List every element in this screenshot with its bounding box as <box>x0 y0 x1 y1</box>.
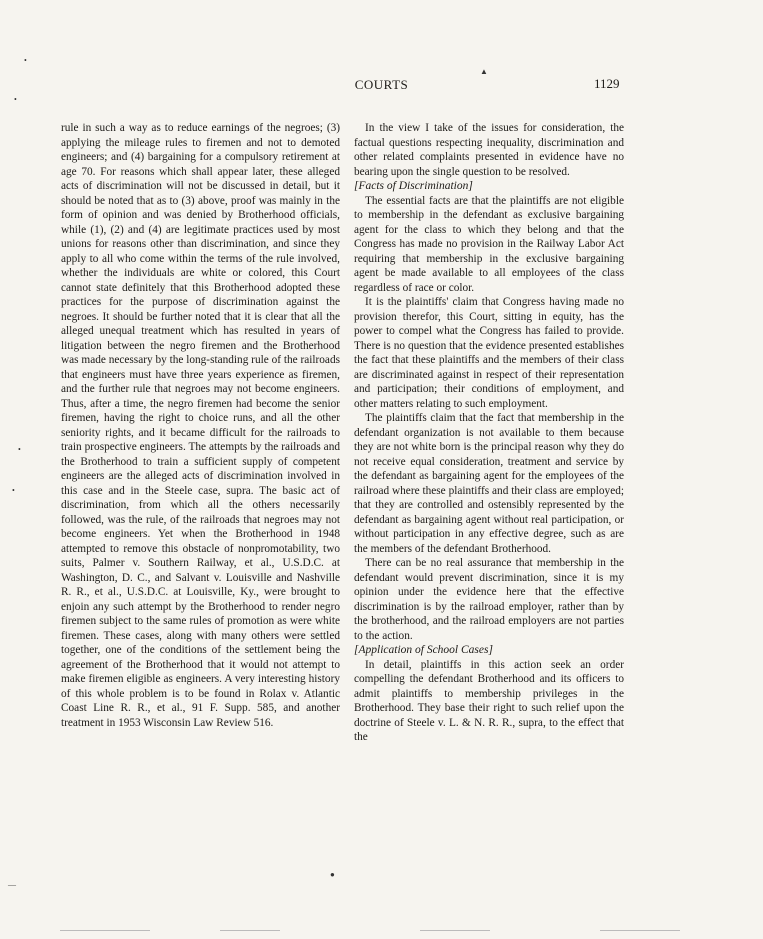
scan-line <box>220 930 280 931</box>
scan-speck: • <box>24 56 27 65</box>
left-column <box>61 121 340 730</box>
scan-speck: ▲ <box>480 67 488 76</box>
page-number: 1129 <box>594 76 620 91</box>
section-heading-school-cases: [Application of School Cases] <box>354 644 493 656</box>
running-header-title: COURTS <box>354 77 409 92</box>
scan-line <box>60 930 150 931</box>
scan-speck: • <box>14 95 17 104</box>
right-column <box>354 121 624 745</box>
scan-speck: • <box>12 486 15 495</box>
body-paragraph: There can be no real assurance that membership in the defendant would prevent discrimination, since it is my opinion under the evidence here that the effective discrimination is by the railroad employer, rather than by the brotherhood, and the railroad employers are not parties to the action. <box>354 557 624 642</box>
section-heading-facts: [Facts of Discrimination] <box>354 180 473 192</box>
intro-paragraph: In the view I take of the issues for consideration, the factual questions respecting inequality, discrimination and other related complaints presented in evidence have no bearing upon the single question to be resolved. <box>354 122 624 178</box>
scan-speck: • <box>18 445 21 454</box>
scan-speck: ● <box>330 870 335 879</box>
scan-line <box>420 930 490 931</box>
body-paragraph: It is the plaintiffs' claim that Congress having made no provision therefor, this Court, sitting in equity, has the power to compel what the Congress has failed to provide. There is no question that the evidence presented establishes the fact that these plaintiffs and the members of their class are discriminated against in respect of their representation and participation; their conditions of employment, and other matters relating to such employment. <box>354 296 624 410</box>
left-paragraph: rule in such a way as to reduce earnings of the negroes; (3) applying the mileage rules to firemen and not to demoted engineers; and (4) bargaining for a compulsory retirement at age 70. For reasons which shall appear later, these alleged acts of discrimination will not be discussed in detail, but it should be noted that as to (3) above, proof was mainly in the form of opinion and was denied by Brotherhood officials, while (1), (2) and (4) are legitimate practices used by most unions for reasons other than discrimination, and since they apply to all who come within the terms of the rule involved, whether the individuals are white or colored, this Court cannot state definitely that this Brotherhood adopted these practices for the purpose of discrimination against the negroes. It should be further noted that it is clear that all the alleged unequal treatment which has resulted in years of litigation between the negro firemen and the Brotherhood was made necessary by the long-standing rule of the railroads that engineers must have three years experience as firemen, and the further rule that negroes may not become engineers. Thus, after a time, the negro firemen had become the senior firemen, having the right to choice runs, and all the other seniority rights, and it became difficult for the railroads to train prospective engineers. The attempts by the railroads and the Brotherhood to train a sufficient supply of competent engineers are the alleged acts of discrimination involved in this case and in the Steele case, supra. The basic act of discrimination, from which all the others necessarily followed, was the rule, of the railroads that negroes may not become engineers. Yet when the Brotherhood in 1948 attempted to remove this obstacle of nonpromotability, two suits, Palmer v. Southern Railway, et al., U.S.D.C. at Washington, D. C., and Salvant v. Louisville and Nashville R. R., et al., U.S.D.C. at Louisville, Ky., were brought to enjoin any such attempt by the Brotherhood to render negro firemen subject to the same rules of promotion as were white firemen. These cases, along with many others were settled together, one of the conditions of the settlement being the agreement of the Brotherhood that it would not attempt to make firemen eligible as engineers. A very interesting history of this whole problem is to be found in Rolax v. Atlantic Coast Line R. R., et al., 91 F. Supp. 585, and another treatment in 1953 Wisconsin Law Review 516. <box>61 122 340 729</box>
scan-speck: — <box>8 880 16 889</box>
scan-line <box>600 930 680 931</box>
body-paragraph: The plaintiffs claim that the fact that membership in the defendant organization is not available to them because they are not white born is the principal reason why they do not receive equal consideration, treatment and service by the defendant as bargaining agent for the employees of the railroad where these plaintiffs and their class are employed; that they are controlled and ostensibly represented by the defendant as bargaining agent without real participation, or without participation in any effective degree, such as are the members of the defendant Brotherhood. <box>354 412 624 555</box>
body-paragraph: In detail, plaintiffs in this action seek an order compelling the defendant Brotherhood and its officers to admit plaintiffs to membership privileges in the Brotherhood. They base their right to such relief upon the doctrine of Steele v. L. & N. R. R., supra, to the effect that the <box>354 658 624 743</box>
body-paragraph: The essential facts are that the plaintiffs are not eligible to membership in the defendant as exclusive bargaining agent for the class to which they belong and that the Congress has made no provision in the Railway Labor Act requiring that membership in the exclusive bargaining agent be made available to all employees of the class regardless of race or color. <box>354 194 624 294</box>
